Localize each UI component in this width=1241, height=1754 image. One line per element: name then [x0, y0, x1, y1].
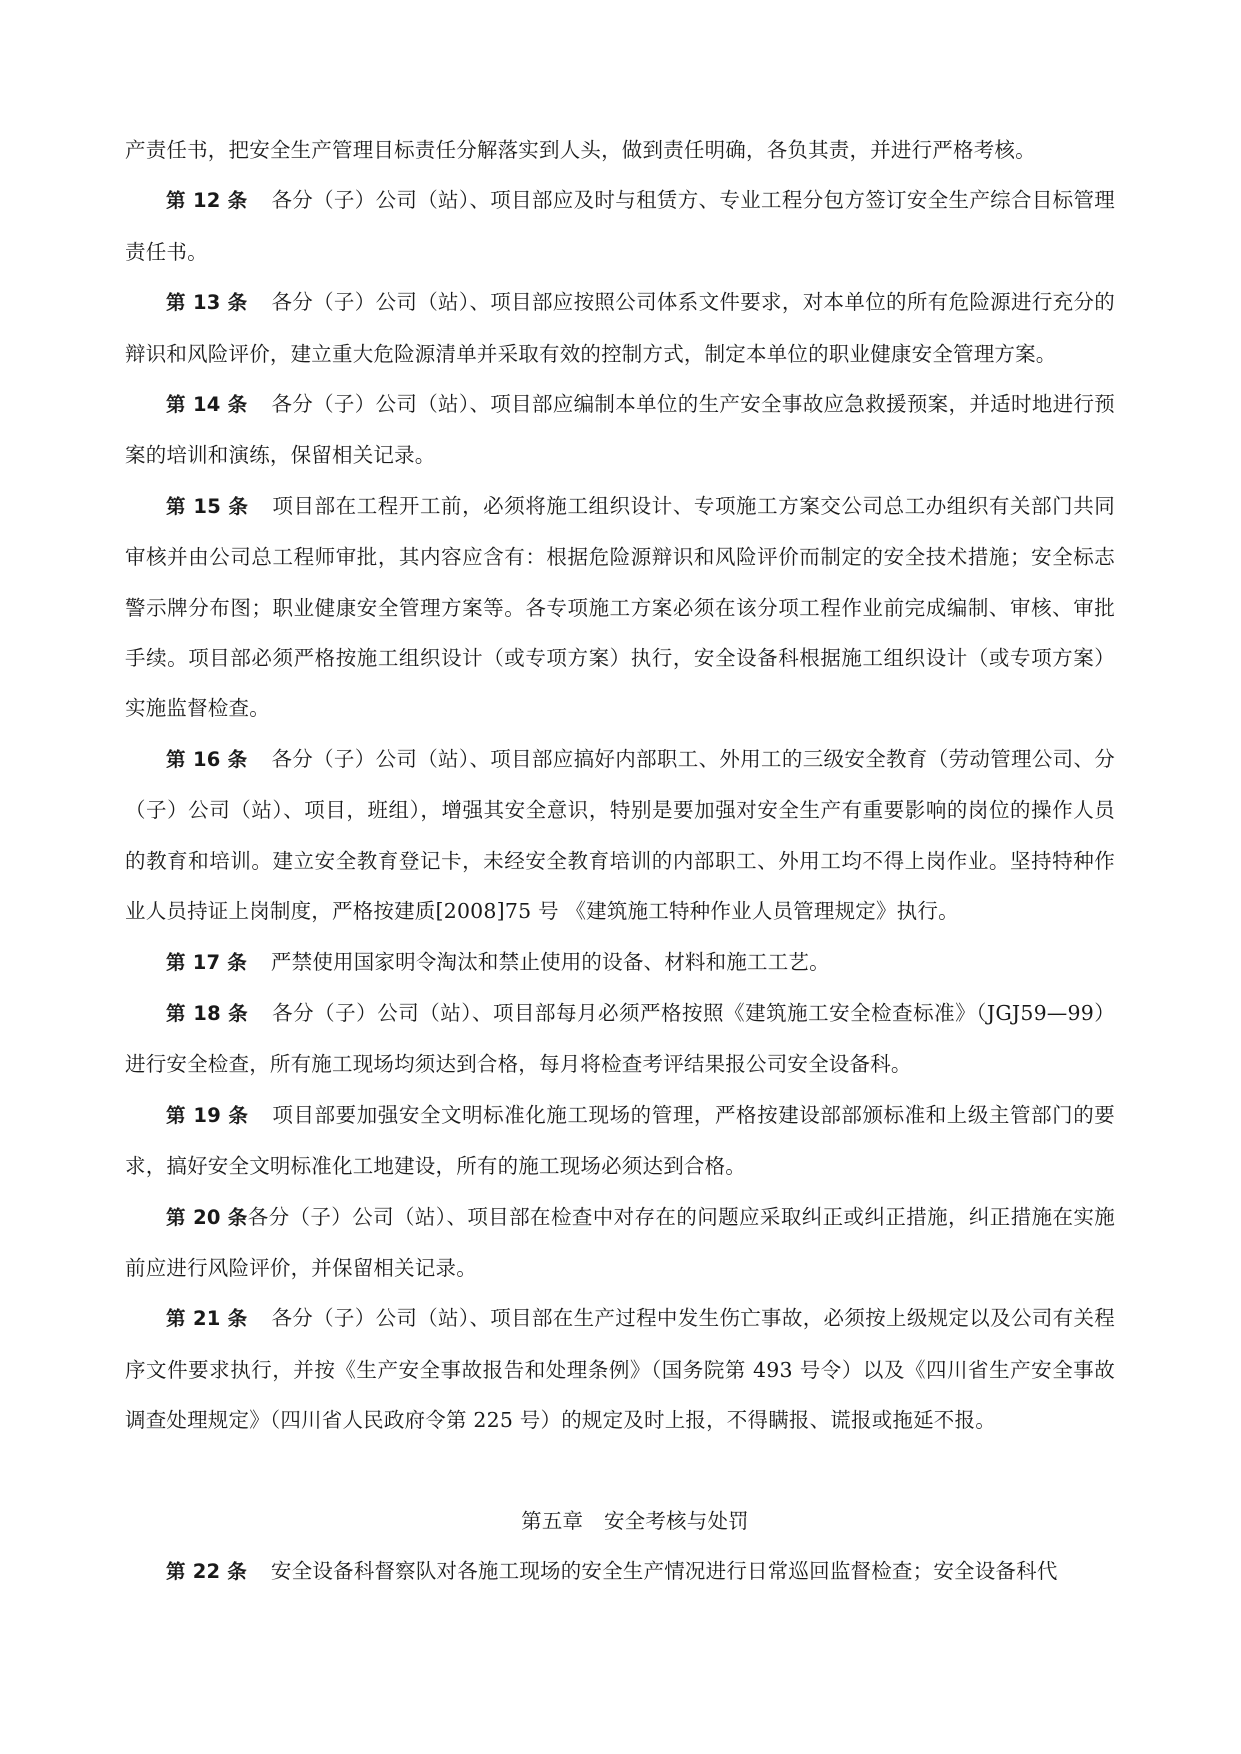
article-label: 第 15 条 [166, 494, 249, 518]
article-14 [125, 379, 1115, 481]
article-text: 各分（子）公司（站）、项目部应搞好内部职工、外用工的三级安全教育（劳动管理公司、分（子）公司（站）、项目，班组），增强其安全意识，特别是要加强对安全生产有重要影响的岗位的操作人员的教育和培训。建立安全教育登记卡，未经安全教育培训的内部职工、外用工均不得上岗作业。坚持特种作业人员持证上岗制度，严格按建质[2008]75 号 《建筑施工特种作业人员管理规定》执行。 [125, 746, 1115, 924]
article-13 [125, 277, 1115, 379]
article-text: 各分（子）公司（站）、项目部每月必须严格按照《建筑施工安全检查标准》（JGJ59—99）进行安全检查，所有施工现场均须达到合格，每月将检查考评结果报公司安全设备科。 [125, 1000, 1116, 1077]
article-label: 第 16 条 [166, 747, 248, 771]
article-label: 第 22 条 [166, 1559, 247, 1583]
article-label: 第 20 条 [166, 1205, 248, 1229]
chapter-title: 第五章 安全考核与处罚 [521, 1508, 749, 1533]
article-text: 项目部在工程开工前，必须将施工组织设计、专项施工方案交公司总工办组织有关部门共同审核并由公司总工程师审批，其内容应含有：根据危险源辩识和风险评价而制定的安全技术措施；安全标志警示牌分布图；职业健康安全管理方案等。各专项施工方案必须在该分项工程作业前完成编制、审核、审批手续。项目部必须严格按施工组织设计（或专项方案）执行，安全设备科根据施工组织设计（或专项方案）实施监督检查。 [125, 493, 1116, 721]
chapter-spacer [125, 1446, 1115, 1496]
article-text: 安全设备科督察队对各施工现场的安全生产情况进行日常巡回监督检查；安全设备科代 [270, 1558, 1058, 1583]
article-21 [125, 1293, 1115, 1445]
article-20 [125, 1192, 1115, 1294]
article-label: 第 19 条 [166, 1103, 249, 1127]
article-15 [125, 481, 1115, 734]
article-text: 各分（子）公司（站）、项目部在生产过程中发生伤亡事故，必须按上级规定以及公司有关程序文件要求执行，并按《生产安全事故报告和处理条例》（国务院第 493 号令）以及《四川省生产安全事故调查处理规定》（四川省人民政府令第 225 号）的规定及时上报，不得瞒报、谎报或拖延不报。 [125, 1306, 1115, 1433]
article-text: 各分（子）公司（站）、项目部在检查中对存在的问题应采取纠正或纠正措施，纠正措施在实施前应进行风险评价，并保留相关记录。 [125, 1204, 1115, 1280]
article-text: 各分（子）公司（站）、项目部应按照公司体系文件要求，对本单位的所有危险源进行充分的辩识和风险评价，建立重大危险源清单并采取有效的控制方式，制定本单位的职业健康安全管理方案。 [125, 290, 1115, 366]
article-17 [125, 937, 1115, 988]
article-label: 第 14 条 [166, 393, 248, 417]
article-text: 各分（子）公司（站）、项目部应编制本单位的生产安全事故应急救援预案，并适时地进行预案的培训和演练，保留相关记录。 [125, 392, 1115, 468]
article-text: 各分（子）公司（站）、项目部应及时与租赁方、专业工程分包方签订安全生产综合目标管理责任书。 [125, 188, 1115, 264]
article-text: 项目部要加强安全文明标准化施工现场的管理，严格按建设部部颁标准和上级主管部门的要求，搞好安全文明标准化工地建设，所有的施工现场必须达到合格。 [125, 1102, 1116, 1179]
article-label: 第 21 条 [166, 1307, 248, 1331]
article-18 [125, 988, 1115, 1090]
paragraph-text: 产责任书，把安全生产管理目标责任分解落实到人头，做到责任明确，各负其责，并进行严格考核。 [125, 138, 1036, 162]
article-22 [125, 1546, 1115, 1597]
article-label: 第 18 条 [166, 1001, 249, 1025]
article-19 [125, 1090, 1115, 1192]
article-label: 第 17 条 [166, 950, 247, 974]
paragraph-continuation [125, 125, 1115, 175]
article-label: 第 12 条 [166, 189, 248, 213]
article-text: 严禁使用国家明令淘汰和禁止使用的设备、材料和施工工艺。 [270, 949, 830, 974]
document-body [125, 125, 1115, 1597]
article-12 [125, 175, 1115, 277]
article-16 [125, 734, 1115, 937]
article-label: 第 13 条 [166, 291, 248, 315]
